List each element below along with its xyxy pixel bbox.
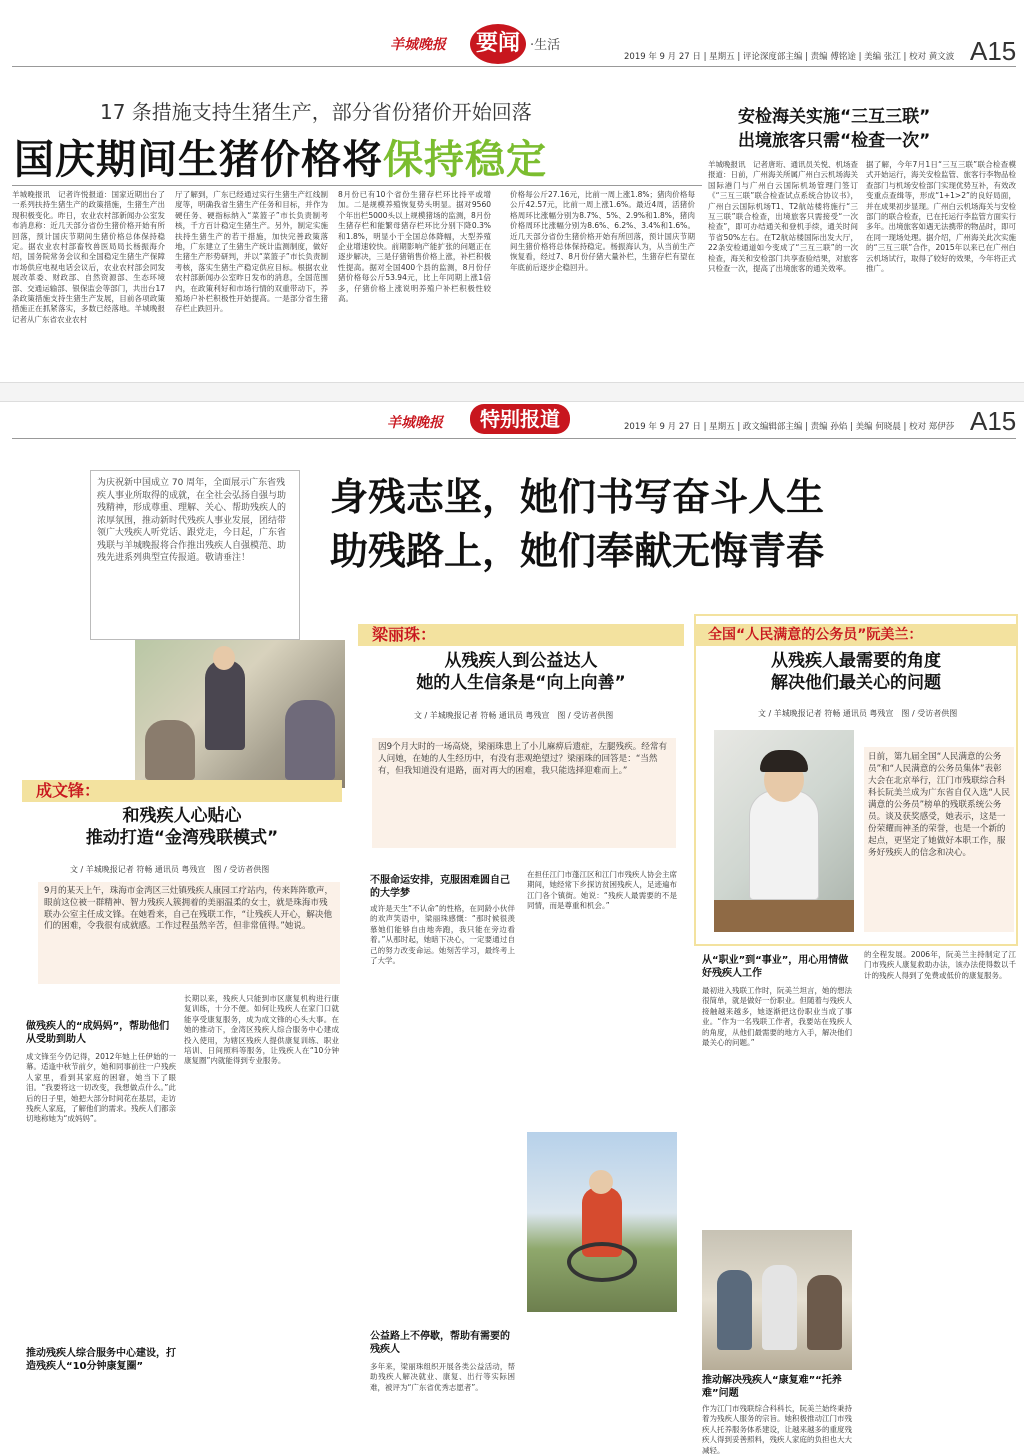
profile-3-namebar: 全国“人民满意的公务员”阮美兰： — [694, 624, 1018, 646]
page-number: A15 — [970, 36, 1017, 66]
top-header-bar — [12, 22, 1017, 66]
profile-1-byline: 文 / 羊城晚报记者 符畅 通讯员 粤残宣 图 / 受访者供图 — [70, 865, 270, 874]
profile-2-body-2: 在担任江门市蓬江区和江门市残疾人协会主席期间，她经常下乡探访贫困残疾人，足迹遍布江门各个镇街。她说：“残疾人最需要的不是同情，而是尊重和机会。” — [527, 870, 677, 911]
profile-3-subhead-2: 推动解决残疾人“康复难”“托养难”问题 — [702, 1375, 842, 1399]
top-col-6: 据了解，今年7月1日“三互三联”联合检查模式开始运行，海关安检监管、旅客行李物品检查部门与机场安检部门实现优势互补，有效改变重点查缉等，形成“1+1>2”的良好局面，并在成果初步显现。广州白云机场海关与安检部门的联合检查，已在托运行李监管方面实行多年。出境旅客如遇无法携带的物品时，即可在同一现场处理。据介绍，广州海关此次实施的“三互三联”合作，2015年以来已在广州白云机场试行，取得了较好的效果，今年将正式推广。 — [866, 160, 1016, 274]
profile-3-title — [694, 650, 1018, 694]
profile-2-photo — [527, 1132, 677, 1312]
profile-2-namebar: 梁丽珠： — [358, 624, 684, 646]
feature-section-badge: 特别报道 — [470, 404, 570, 434]
newspaper-logo: 羊城晚报 — [390, 37, 446, 53]
subsection-label: ·生活 — [530, 38, 561, 53]
profile-2-lead: 因9个月大时的一场高烧，梁丽珠患上了小儿麻痹后遗症，左腿残疾。经常有人问她，在她的人生经历中，有没有悲观绝望过？梁丽珠的回答是：“当然有，但我知道没有退路，面对再大的困难，我只能选择迎难而上。” — [372, 738, 676, 848]
profile-1-namebar: 成文锋： — [22, 780, 342, 802]
side-headline — [738, 105, 1018, 153]
kicker: 17 条措施支持生猪生产，部分省份猪价开始回落 — [100, 100, 532, 124]
feature-page — [0, 402, 1024, 1455]
intro-text: 为庆祝新中国成立 70 周年，全面展示广东省残疾人事业所取得的成就，在全社会弘扬自强与助残精神，形成尊重、理解、关心、帮助残疾人的浓厚氛围，推动新时代残疾人事业发展，团结带领广大残疾人听党话、跟党走，今日起，广东省残联与羊城晚报将合作推出残疾人自强模范、助残先进系列典型宣传报道。敬请垂注！ — [97, 478, 287, 563]
page-meta: 2019 年 9 月 27 日 | 星期五 | 评论深度部主编 | 责编 傅铭途 | 美编 张江 | 校对 黄文波 — [624, 52, 955, 62]
main-headline — [14, 128, 547, 185]
feature-headline-line2: 助残路上，她们奉献无悔青春 — [330, 529, 825, 573]
feature-header-bar — [12, 402, 1016, 442]
top-col-2: 厅了解到，广东已经通过实行生猪生产红线制度等，明确我省生猪生产任务和目标，并作为硬任务、硬指标纳入“菜篮子”市长负责制考核，千方百计稳定生猪生产。另外，制定实施扶持生猪生产的若干措施，加快完善政策落地，广东建立了生猪生产统计监测制度，做好生猪生产形势研判，并以“菜篮子”市长负责制考核，落实生猪生产稳定供应目标。根据农业农村部新闻办公室昨日发布的消息，全国范围内，在政策利好和市场行情的双重带动下，养殖场户补栏积极性开始提高。一是部分省生猪存栏止跌回升。 — [175, 190, 328, 314]
profile-3-body-2: 的全程发展。2006年，阮美兰主持制定了江门市残疾人康复救助办法，该办法使得数以千计的残疾人得到了免费或低价的康复服务。 — [864, 950, 1016, 980]
profile-2-subhead-1: 不服命运安排，克服困难圆自己的大学梦 — [370, 875, 510, 899]
profile-1-title-line1: 和残疾人心贴心 — [122, 806, 242, 826]
profile-2-title-line1: 从残疾人到公益达人 — [444, 651, 598, 671]
top-col-5: 羊城晚报讯 记者唐珩、通讯员关悦、机场查报道：日前，广州海关所属广州白云机场海关国际港门与广州白云国际机场管理门签订《“三互三联”联合检查试点系统合协议书》，广州白云国际机场T1、T2航站楼将施行“三互三联”联合检查，出境旅客只需接受“一次检查”，即可办结通关和登机手续，通关时间节省50%左右。在T2航站楼国际出发大厅，22条安检通道如今变成了“三互三联”的一次检查，海关和安检部门共享查验结果，对旅客只检查一次，提高了出境旅客的通关效率。 — [708, 160, 858, 274]
profile-1-photo — [135, 640, 345, 788]
profile-2-body-3: 多年来，梁丽珠组织开展各类公益活动，帮助残疾人解决就业、康复、出行等实际困难，被评为“广东省优秀志愿者”。 — [370, 1362, 515, 1392]
profile-1-title — [22, 805, 342, 849]
profile-3-body-3: 作为江门市残联综合科科长，阮美兰始终秉持着为残疾人服务的宗旨。她积极推动江门市残疾人托养服务体系建设，让越来越多的重度残疾人得到妥善照料，残疾人家庭的负担也大大减轻。 — [702, 1404, 852, 1455]
top-article — [0, 0, 1024, 420]
intro-box — [90, 470, 300, 640]
newspaper-logo-2: 羊城晚报 — [387, 415, 443, 431]
side-headline-line2: 出境旅客只需“检查一次” — [738, 131, 931, 151]
profile-3-byline: 文 / 羊城晚报记者 符畅 通讯员 粤残宣 图 / 受访者供图 — [758, 709, 958, 718]
feature-headline-line1: 身残志坚，她们书写奋斗人生 — [330, 475, 825, 519]
profile-1-subhead-1: 做残疾人的“成妈妈”，帮助他们从受助到助人 — [26, 1021, 170, 1045]
headline-main-text: 国庆期间生猪价格将 — [14, 137, 383, 183]
profile-3-lead: 日前，第九届全国“人民满意的公务员”和“人民满意的公务员集体”表彰大会在北京举行，江门市残联综合科科长阮美兰成为广东省自仅入选“人民满意的公务员”榜单的残联系统公务员。谈及获奖感受，她表示，这是一份荣耀而神圣的荣誉，也是一个新的起点，更坚定了她做好本职工作，服务好残疾人的信念和决心。 — [864, 747, 1014, 932]
profile-1-body-1: 成文锋至今仍记得，2012年她上任伊始的一幕。适逢中秋节前夕，她和同事前往一户残疾人家里，看到其家庭的困窘，她当下了眼泪。“我要将这一切改变，我想做点什么。”此后的日子里，她把大部分时间花在基层，走访残疾人家庭，了解他们的需求。残疾人们都亲切地称她为“成妈妈”。 — [26, 1052, 176, 1124]
profile-1-title-line2: 推动打造“金湾残联模式” — [85, 828, 279, 848]
profile-3-photo-2 — [702, 1230, 852, 1370]
profile-1-lead: 9月的某天上午，珠海市金湾区三灶镇残疾人康园工疗站内，传来阵阵歌声，眼前这位被一群精神、智力残疾人簇拥着的美丽温柔的女士，就是珠海市残联办公室主任成文锋。在她看来，自己在残联工作，“让残疾人开心，解决他们的困难，令我很有成就感。工作过程虽然辛苦，但非常值得。”她说。 — [38, 882, 340, 984]
top-col-1: 羊城晚报讯 记者许悦报道：国家近期出台了一系列扶持生猪生产的政策措施，生猪生产出现积极变化。昨日，农业农村部新闻办公室发布消息称：近几天部分省份生猪价格开始有所回落，预计国庆节期间生猪价格总体保持稳定。据农业农村部畜牧兽医局局长杨振海介绍，国务院常务会议和全国稳定生猪生产保障市场供应电视电话会议后，农业农村部会同发展改革委、财政部、自然资源部、生态环境部、交通运输部、银保监会等部门，共出台17条政策措施支持生猪生产发展，目前各项政策措施正在抓紧落实，多数已经落地。羊城晚报记者从广东省农业农村 — [12, 190, 165, 324]
top-col-4: 价格每公斤27.16元，比前一周上涨1.8%；猪肉价格每公斤42.57元，比前一周上涨1.6%。最近4周，活猪价格周环比涨幅分别为8.7%、5%、2.9%和1.8%，猪肉价格周环比涨幅分别为8.6%、6.2%、3.4%和1.6%。近几天部分省份生猪价格开始有所回落，预计国庆节期间生猪价格将总体保持稳定。杨振海认为，从当前生产恢复看，经过7、8月份仔猪大量补栏，生猪存栏有望在年底前后逐步企稳回升。 — [510, 190, 695, 272]
profile-2-title — [358, 650, 684, 694]
profile-1-subhead-2: 推动残疾人综合服务中心建设，打造残疾人“10分钟康复圈” — [26, 1348, 176, 1372]
side-headline-line1: 安检海关实施“三互三联” — [738, 107, 931, 127]
profile-3-title-line2: 解决他们最关心的问题 — [771, 673, 941, 693]
page-divider — [0, 382, 1024, 402]
profile-2-subhead-2: 公益路上不停歇，帮助有需要的残疾人 — [370, 1331, 510, 1355]
profile-1-body-2: 长期以来，残疾人只能到市区康复机构进行康复训练，十分不便。如何让残疾人在家门口就能享受康复服务，成为成文锋的心头大事。在她的推动下，金湾区残疾人综合服务中心建成投入使用，为辖区残疾人提供康复训练、职业培训、日间照料等服务，让残疾人在“10分钟康复圈”内就能得到专业服务。 — [184, 994, 339, 1066]
profile-3-body-1: 最初进入残联工作时，阮美兰坦言，她的想法很简单，就是做好一份职业。但随着与残疾人接触越来越多，她逐渐把这份职业当成了事业。“作为一名残联工作者，我要站在残疾人的角度，从他们最需要的地方入手，解决他们最关心的问题。” — [702, 986, 852, 1048]
feature-page-meta: 2019 年 9 月 27 日 | 星期五 | 政文编辑部主编 | 责编 孙焰 | 美编 何晓晨 | 校对 郑伊莎 — [624, 422, 955, 432]
profile-2-byline: 文 / 羊城晚报记者 符畅 通讯员 粤残宣 图 / 受访者供图 — [414, 711, 614, 720]
feature-page-number: A15 — [970, 406, 1017, 436]
headline-highlight-text: 保持稳定 — [383, 137, 547, 183]
feature-headline — [330, 470, 1020, 578]
profile-2-body-1: 或许是天生“不认命”的性格，在同龄小伙伴的欢声笑语中，梁丽珠感慨：“那时候很羡慕她们能够自由地奔跑，我只能在旁边看着。”从那时起，她暗下决心，一定要通过自己的努力改变命运。她刻苦学习，最终考上了大学。 — [370, 904, 515, 966]
profile-3-photo — [714, 730, 854, 932]
top-col-3: 8月份已有10个省份生猪存栏环比持平或增加。二是规模养殖恢复势头明显。据对9560个年出栏5000头以上规模猪场的监测，8月份生猪存栏和能繁母猪存栏环比分别下降0.3%和1.8%，明显小于全国总体降幅，大型养殖企业增速较快。前期影响产能扩张的问题正在逐步解决，三是仔猪销售价格上涨，补栏积极性提高。据对全国400个县的监测，8月份仔猪价格每公斤53.94元，比上年同期上涨1倍多，仔猪价格上涨说明养殖户补栏积极性较高。 — [338, 190, 491, 304]
profile-2-title-line2: 她的人生信条是“向上向善” — [416, 673, 626, 693]
profile-3-title-line1: 从残疾人最需要的角度 — [771, 651, 941, 671]
profile-3-subhead-1: 从“职业”到“事业”，用心用情做好残疾人工作 — [702, 955, 849, 979]
section-badge: 要闻 — [470, 24, 526, 64]
